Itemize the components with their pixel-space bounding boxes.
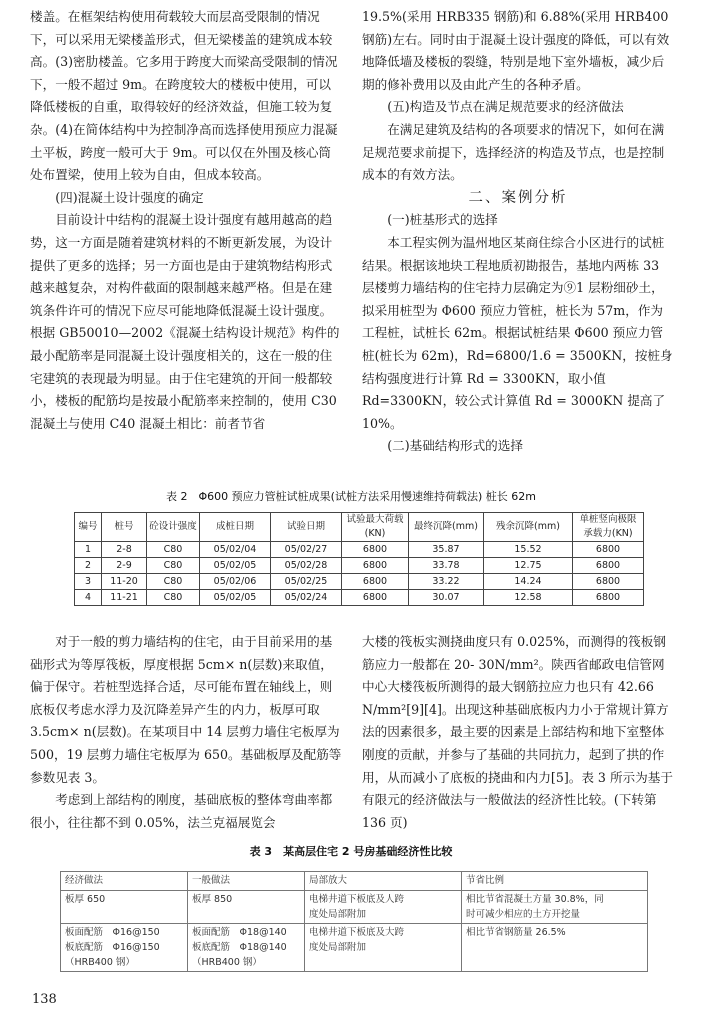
table-cell [188, 924, 305, 972]
cell-line: 板底配筋 Φ18@140 [192, 942, 287, 953]
paragraph-floor-types: 楼盖。在框架结构使用荷载较大而层高受限制的情况下，可以采用无梁楼盖形式，但无梁楼盖的建筑成本较高。(3)密肋楼盖。它多用于跨度大而梁高受限制的情况下，一般不超过 9m。在跨度较大的楼板中使用，可以降低楼板的自重，取得较好的经济效益，但施工较为复杂。(4)在简体结构中为控制净高而选择使用预应力混凝土平板，跨度一般可大于 9m。可以仅在外围及核心筒处布置梁，使用上较为自由，但成本较高。 [30, 9, 338, 183]
heading-foundation-selection: (二)基础结构形式的选择 [387, 438, 523, 454]
table-cell: 6800 [573, 574, 644, 590]
table-header-cell: 桩号 [102, 513, 147, 542]
table-row [61, 924, 648, 972]
table-cell: 6800 [573, 558, 644, 574]
table-header-cell: 编号 [75, 513, 102, 542]
paragraph-construction-details: 在满足建筑及结构的各项要求的情况下，如何在满足规范要求前提下，选择经济的构造及节点，也是控制成本的有效方法。 [362, 121, 665, 183]
right-column-top [362, 6, 674, 458]
cell-line: 板厚 850 [192, 894, 233, 905]
table-cell: 12.58 [484, 590, 573, 606]
table-row [75, 542, 644, 558]
table-cell: 6800 [573, 590, 644, 606]
table-cell: 2-9 [102, 558, 147, 574]
table-header-cell: 成桩日期 [200, 513, 271, 542]
left-column-top [30, 6, 342, 435]
table-cell [462, 891, 648, 924]
cell-line: （HRB400 钢） [65, 957, 135, 968]
table-cell: 33.78 [409, 558, 484, 574]
table-cell: 6800 [342, 542, 409, 558]
table-cell: 05/02/25 [271, 574, 342, 590]
paragraph-raft-stress: 大楼的筏板实测挠曲度只有 0.025%，而测得的筏板钢筋应力一般都在 20- 30N/mm²。陕西省邮政电信管网中心大楼筏板所测得的最大钢筋拉应力也只有 42.66 N/mm²[9][4]。出现这种基础底板内力小于常规计算方法的因素很多，最主要的因素是上部结构和地下室整体刚度的贡献，并参与了基础的共同抗力，起到了拱的作用，从而减小了底板的挠曲和内力[5]。表 3 所示为基于有限元的经济做法与一般做法的经济性比较。(下转第 136 页) [362, 634, 673, 830]
table-header-cell: 单桩竖向极限承载力(KN) [573, 513, 644, 542]
cell-line: 度处局部附加 [309, 942, 367, 953]
table-header-cell: 最终沉降(mm) [409, 513, 484, 542]
table-cell: 05/02/24 [271, 590, 342, 606]
left-column-bottom [30, 631, 342, 834]
table-cell: 33.22 [409, 574, 484, 590]
table-cell: 2 [75, 558, 102, 574]
table-cell: 15.52 [484, 542, 573, 558]
table-cell: C80 [147, 542, 200, 558]
table-cell: 30.07 [409, 590, 484, 606]
table-cell: 05/02/05 [200, 558, 271, 574]
heading-pile-selection: (一)桩基形式的选择 [387, 212, 498, 228]
table-cell: 1 [75, 542, 102, 558]
table-cell: 05/02/06 [200, 574, 271, 590]
table-cell [305, 891, 462, 924]
table-header-cell: 一般做法 [188, 872, 305, 891]
table-cell: 6800 [342, 558, 409, 574]
paragraph-concrete-strength: 目前设计中结构的混凝土设计强度有越用越高的趋势，这一方面是随着建筑材料的不断更新发展，为设计提供了更多的选择；另一方面也是由于建筑物结构形式越来越复杂，对构件截面的限制越来越严格。但是在建筑条件许可的情况下应尽可能地降低混凝土设计强度。根据 GB50010—2002《混凝土结构设计规范》构件的最小配筋率是同混凝土设计强度相关的，这在一般的住宅建筑的表现最为明显。由于住宅建筑的开间一般都较小，楼板的配筋均是按最小配筋率来控制的，使用 C30 混凝土与使用 C40 混凝土相比：前者节省 [30, 212, 340, 431]
paragraph-raft-curvature: 考虑到上部结构的刚度，基础底板的整体弯曲率都很小，往往都不到 0.05%，法兰克福展览会 [30, 792, 333, 830]
table-cell: 05/02/28 [271, 558, 342, 574]
table-cell: C80 [147, 574, 200, 590]
table-cell [61, 924, 188, 972]
table-header-cell: 砼设计强度 [147, 513, 200, 542]
cell-line: 板面配筋 Φ18@140 [192, 927, 287, 938]
table-cell [188, 891, 305, 924]
table-cell: 12.75 [484, 558, 573, 574]
table-cell: 6800 [573, 542, 644, 558]
table-row [75, 574, 644, 590]
table-cell: C80 [147, 590, 200, 606]
table3-caption: 表 3 某高层住宅 2 号房基础经济性比较 [249, 845, 453, 858]
cell-line: （HRB400 钢） [192, 957, 262, 968]
table-row [61, 891, 648, 924]
table-header-cell: 节省比例 [462, 872, 648, 891]
paragraph-pile-test: 本工程实例为温州地区某商住综合小区进行的试桩结果。根据该地块工程地质初勘报告，基地内两栋 33 层楼剪力墙结构的住宅持力层确定为⑨1 层粉细砂土，拟采用桩型为 Φ600 预应力管桩，桩长为 57m，作为工程桩，试桩长 62m。根据试桩结果 Φ600 预应力管桩(桩长为 62m)，Rd=6800/1.6 = 3500KN，按桩身结构强度进行计算 Rd = 3300KN，取小值 Rd=3300KN，较公式计算值 Rd = 3000KN 提高了 10%。 [362, 234, 673, 431]
table-header-cell: 残余沉降(mm) [484, 513, 573, 542]
table-cell: 11-21 [102, 590, 147, 606]
cell-line: 板厚 650 [65, 894, 106, 905]
table-cell [61, 891, 188, 924]
table-cell: 11-20 [102, 574, 147, 590]
table-header-cell: 试验最大荷载(KN) [342, 513, 409, 542]
table-cell: 35.87 [409, 542, 484, 558]
cell-line: 电梯井道下板底及人跨 [309, 894, 405, 905]
heading-construction-details: (五)构造及节点在满足规范要求的经济做法 [387, 99, 624, 115]
table-cell: 3 [75, 574, 102, 590]
cell-line: 度处局部附加 [309, 909, 367, 920]
right-column-bottom [362, 631, 674, 834]
table-cell: 05/02/05 [200, 590, 271, 606]
paragraph-raft-thickness: 对于一般的剪力墙结构的住宅，由于目前采用的基础形式为等厚筏板，厚度根据 5cm× n(层数)来取值，偏于保守。若桩型选择合适，尽可能布置在轴线上，则底板仅考虑水浮力及沉降差异产生的内力，板厚可取 3.5cm× n(层数)。在某项目中 14 层剪力墙住宅板厚为 500，19 层剪力墙住宅板厚为 650。基础板厚及配筋等参数见表 3。 [30, 634, 342, 785]
table2-caption: 表 2 Φ600 预应力管桩试桩成果(试桩方法采用慢速维持荷载法) 桩长 62m [166, 490, 536, 503]
cell-line: 板底配筋 Φ16@150 [65, 942, 160, 953]
table-cell: 6800 [342, 574, 409, 590]
table-header-row [61, 872, 648, 891]
cell-line: 板面配筋 Φ16@150 [65, 927, 160, 938]
table-cell: 2-8 [102, 542, 147, 558]
table-cell [305, 924, 462, 972]
pile-test-table [74, 512, 644, 606]
table-header-row [75, 513, 644, 542]
table-header-cell: 局部放大 [305, 872, 462, 891]
cell-line: 相比节省混凝土方量 30.8%，同 [466, 894, 604, 905]
table-row [75, 590, 644, 606]
table-cell: 4 [75, 590, 102, 606]
table-cell: 6800 [342, 590, 409, 606]
cell-line: 相比节省钢筋量 26.5% [466, 927, 566, 938]
table-header-cell: 试验日期 [271, 513, 342, 542]
cell-line: 电梯井道下板底及大跨 [309, 927, 405, 938]
table-header-cell: 经济做法 [61, 872, 188, 891]
table-cell: C80 [147, 558, 200, 574]
table-cell: 05/02/27 [271, 542, 342, 558]
table-cell: 14.24 [484, 574, 573, 590]
cell-line: 时可减少相应的土方开挖量 [466, 909, 581, 920]
section-title-case-study: 二、案例分析 [468, 189, 568, 206]
page-number: 138 [32, 992, 57, 1007]
table-row [75, 558, 644, 574]
table-cell: 05/02/04 [200, 542, 271, 558]
foundation-economy-table [60, 871, 648, 972]
heading-concrete-strength: (四)混凝土设计强度的确定 [55, 189, 204, 205]
paragraph-savings: 19.5%(采用 HRB335 钢筋)和 6.88%(采用 HRB400 钢筋)左右。同时由于混凝土设计强度的降低，可以有效地降低墙及楼板的裂缝，特别是地下室外墙板，减少后期的修补费用以及由此产生的各种矛盾。 [362, 9, 670, 92]
table-cell [462, 924, 648, 972]
